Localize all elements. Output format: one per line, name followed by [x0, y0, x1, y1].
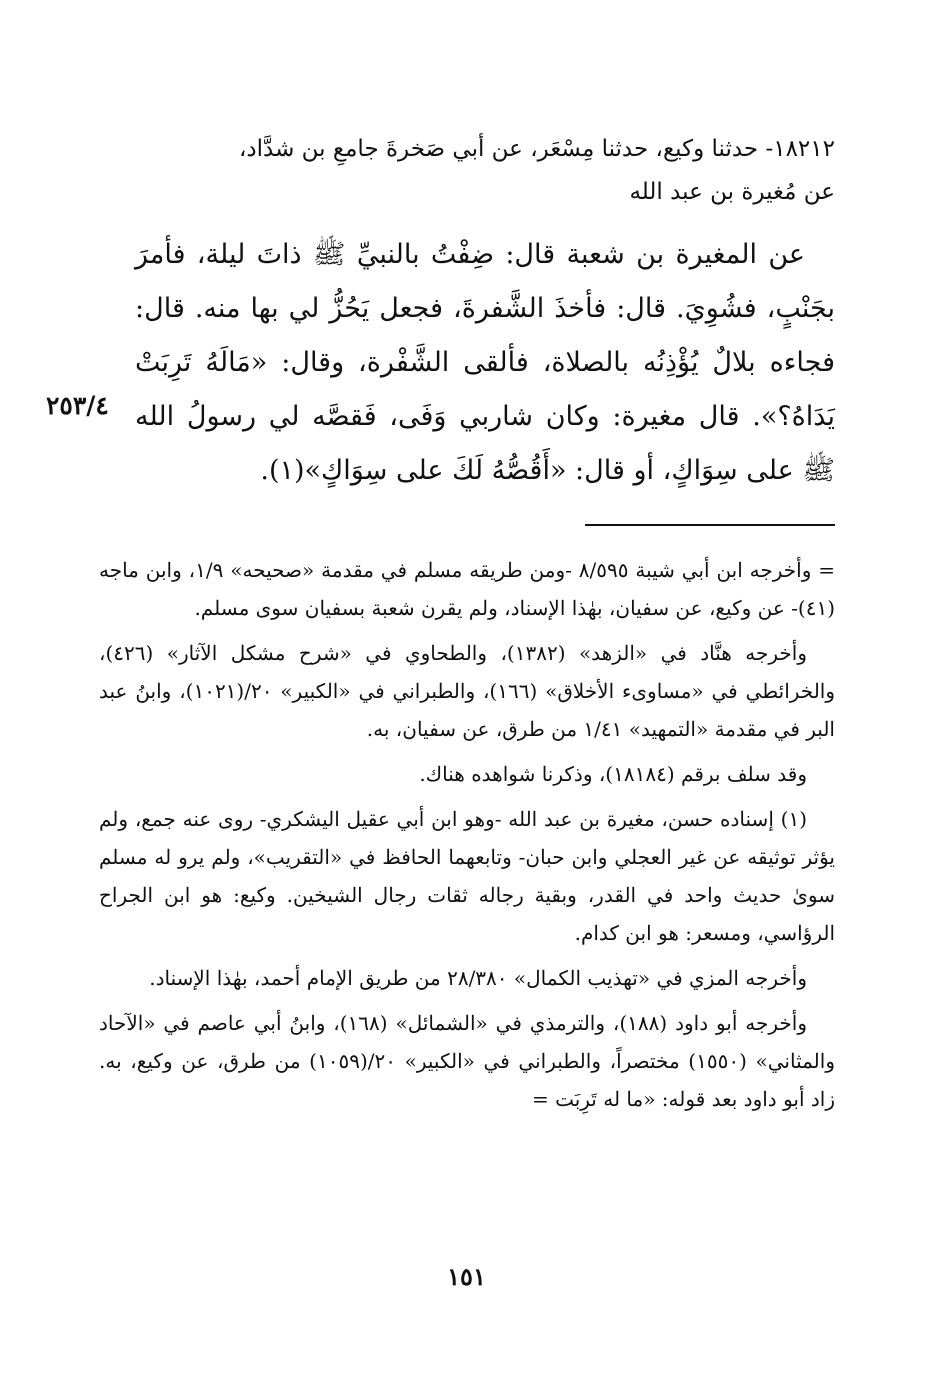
isnad-line: ١٨٢١٢- حدثنا وكيع، حدثنا مِسْعَر، عن أبي صَخرةَ جامعِ بن شدَّاد، [238, 136, 835, 162]
isnad-line: عن مُغيرة بن عبد الله [629, 179, 835, 205]
footnote-paragraph: وأخرجه هنَّاد في «الزهد» (١٣٨٢)، والطحاوي في «شرح مشكل الآثار» (٤٢٦)، والخرائطي في «مساوىء الأخلاق» (١٦٦)، والطبراني في «الكبير» ٢٠/(١٠٢١)، وابنُ عبد البر في مقدمة «التمهيد» ١/٤١ من طرق، عن سفيان، به. [99, 641, 835, 741]
footnotes [99, 551, 835, 1125]
footnote-paragraph: وأخرجه المزي في «تهذيب الكمال» ٢٨/٣٨٠ من طريق الإمام أحمد، بهٰذا الإسناد. [149, 966, 807, 990]
hadith-matn [135, 228, 835, 498]
footnote-paragraph: = وأخرجه ابن أبي شيبة ٨/٥٩٥ -ومن طريقه مسلم في مقدمة «صحيحه» ١/٩، وابن ماجه (٤١)- عن وكيع، عن سفيان، بهٰذا الإسناد، ولم يقرن شعبة بسفيان سوى مسلم. [99, 558, 836, 620]
footnote-paragraph: (١) إسناده حسن، مغيرة بن عبد الله -وهو ابن أبي عقيل اليشكري- روى عنه جمع، ولم يؤثر توثيقه عن غير العجلي وابن حبان- وتابعهما الحافظ في «التقريب»، ولم يرو له مسلم سوىٰ حديث واحد في القدر، وبقية رجاله ثقات رجال الشيخين. وكيع: هو ابن الجراح الرؤاسي، ومسعر: هو ابن كدام. [99, 807, 835, 945]
page-number: ١٥١ [447, 1262, 486, 1291]
footnote-paragraph: وقد سلف برقم (١٨١٨٤)، وذكرنا شواهده هناك. [419, 762, 807, 786]
footnote-paragraph: وأخرجه أبو داود (١٨٨)، والترمذي في «الشمائل» (١٦٨)، وابنُ أبي عاصم في «الآحاد والمثاني» (١٥٥٠) مختصراً، والطبراني في «الكبير» ٢٠/(١٠٥٩) من طرق، عن وكيع، به. زاد أبو داود بعد قوله: «ما له تَرِبَت = [99, 1011, 835, 1111]
volume-page-reference: ٢٥٣/٤ [46, 391, 109, 420]
matn-text: عن المغيرة بن شعبة قال: ضِفْتُ بالنبيِّ ﷺ ذاتَ ليلة، فأمرَ بجَنْبٍ، فشُوِيَ. قال: فأخذَ الشَّفرةَ، فجعل يَحُزُّ لي بها منه. قال: فجاءه بلالٌ يُؤْذِنُه بالصلاة، فألقى الشَّفْرة، وقال: «مَالَهُ تَرِبَتْ يَدَاهُ؟». قال مغيرة: وكان شاربي وَفَى، فَقصَّه لي رسولُ الله ﷺ على سِوَاكٍ، أو قال: «أَقُصُّهُ لَكَ على سِوَاكٍ»(١). [135, 239, 835, 486]
footnote-divider [585, 524, 835, 526]
hadith-isnad [135, 128, 835, 214]
